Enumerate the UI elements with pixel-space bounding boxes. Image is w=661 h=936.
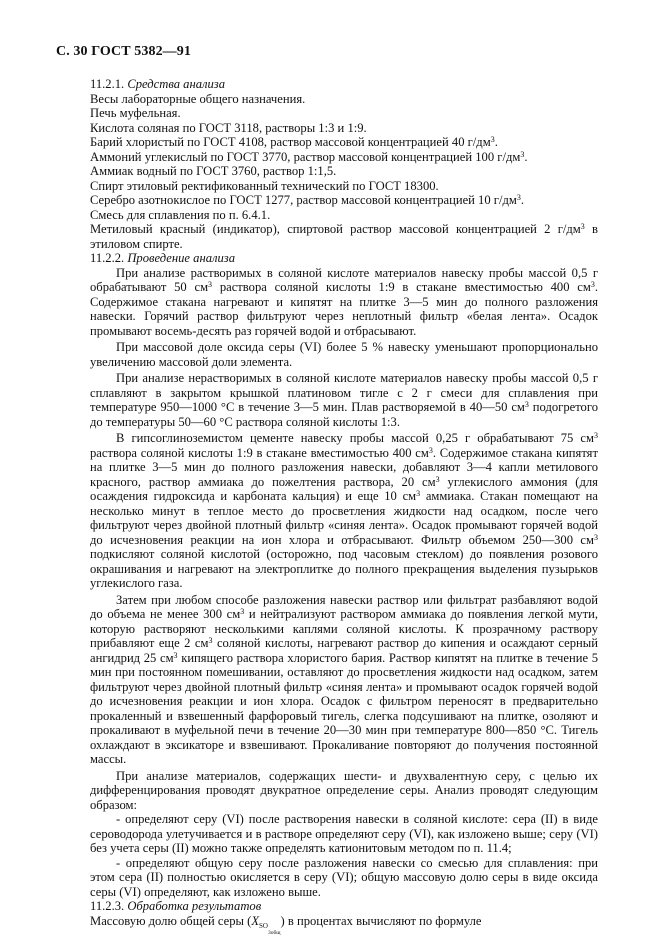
list-item: - определяют общую серу после разложения навески со смесью для сплавления: при этом сера (II) полностью окисляется в серу (VI); общую массовую долю серы в виде оксида серы (VI) определяют, как изложено выше. (90, 855, 598, 899)
list-item: Весы лабораторные общего назначения. (90, 91, 306, 106)
paragraph: Затем при любом способе разложения навески раствор или фильтрат разбавляют водой до объема не менее 300 $см^3$ и нейтрализуют раствором аммиака до появления легкой мути, которую растворяют несколькими каплями соляной кислоты. К прозрачному раствору прибавляют еще 2 $см^3$ соляной кислоты, нагревают раствор до кипения и осаждают серный ангидрид 25 $см^3$ кипящего раствора хлористого бария. Раствор кипятят на плитке в течение 5 мин при постоянном помешивании, оставляют до просветления жидкости над осадком, затем фильтруют через двойной плотный фильтр «синяя лента» и промывают осадок горячей водой до исчезновения реакции и ион хлора. Осадок с фильтром переносят в предварительно прокаленный и взвешенный фарфоровый тигель, слегка подсушивают на плитке, озоляют и прокаливают в муфельной печи в течение 20—30 мин при температуре 800—850 °С. Тигель охлаждают в эксикаторе и взвешивают. Прокаливание повторяют до получения постоянной массы. (90, 592, 598, 766)
list-item: Барий хлористый по ГОСТ 4108, раствор массовой концентрацией 40 $г/дм^3$. (90, 135, 498, 149)
page-header: С. 30 ГОСТ 5382—91 (56, 44, 191, 59)
formula-subscript: SO3общ (259, 921, 281, 936)
formula-intro: Массовую долю общей серы $(X_{SO_{3общ}})$ в процентах вычисляют по формуле (90, 913, 482, 936)
section-heading-11-2-1: 11.2.1. Средства анализа (90, 77, 226, 91)
list-item: Кислота соляная по ГОСТ 3118, растворы 1:3 и 1:9. (90, 120, 367, 135)
list-item: Серебро азотнокислое по ГОСТ 1277, раствор массовой концентрацией 10 $г/дм^3$. (90, 193, 524, 207)
paragraph: При анализе материалов, содержащих шести- и двухвалентную серу, с целью их дифференцирования проводят двукратное определение серы. Анализ проводят следующим образом: (90, 768, 598, 812)
list-item: - определяют серу (VI) после растворения навески в соляной кислоте: сера (II) в виде сероводорода улетучивается и в растворе определяют серу (VI), как изложено выше; серу (VI) без учета серы (II) можно также определять катионитовым методом по п. 11.4; (90, 812, 598, 855)
list-item: Спирт этиловый ректификованный технический по ГОСТ 18300. (90, 178, 439, 193)
list-item: Аммиак водный по ГОСТ 3760, раствор 1:1,5. (90, 164, 337, 178)
list-item: Печь муфельная. (90, 106, 181, 120)
list-item: Смесь для сплавления по п. 6.4.1. (90, 207, 271, 222)
list-item: Аммоний углекислый по ГОСТ 3770, раствор массовой концентрацией 100 $г/дм^3$. (90, 149, 528, 164)
list-item: Метиловый красный (индикатор), спиртовой раствор массовой концентрацией 2 $г/дм^3$ в этиловом спирте. (90, 222, 598, 251)
paragraph: В гипсоглиноземистом цементе навеску пробы массой 0,25 г обрабатывают 75 $см^3$ раствора соляной кислоты 1:9 в стакане вместимостью 400 $см^3$. Содержимое стакана кипятят на плитке 3—5 мин до полного разложения навески, добавляют 3—4 капли метилового красного, раствор аммиака до пожелтения раствора, 20 $см^3$ углекислого аммония (для осаждения гидроксида и карбоната кальция) и еще 10 $см^3$ аммиака. Стакан помещают на несколько минут в теплое место до просветления жидкости над осадком, после чего фильтруют через двойной плотный фильтр «синяя лента». Осадок промывают горячей водой до исчезновения реакции на ион хлора и отбрасывают. Фильтр объемом 250—300 $см^3$ подкисляют соляной кислотой (осторожно, под часовым стеклом) до появления розового окрашивания и нагревают на электроплитке до полного прекращения выделения пузырьков углекислого газа. (90, 431, 598, 590)
paragraph: При массовой доле оксида серы (VI) более 5 % навеску уменьшают пропорционально увеличению массовой доли элемента. (90, 340, 598, 369)
document-body (90, 77, 598, 936)
section-heading-11-2-3: 11.2.3. Обработка результатов (90, 899, 262, 913)
paragraph: При анализе нерастворимых в соляной кислоте материалов навеску пробы массой 0,5 г сплавляют в закрытом крышкой платиновом тигле с 2 г смеси для сплавления при температуре 950—1000 °С в течение 3—5 мин. Плав растворяемой в 40—50 $см^3$ подогретого до температуры 50—60 °С раствора соляной кислоты 1:3. (90, 371, 598, 429)
section-heading-11-2-2: 11.2.2. Проведение анализа (90, 251, 235, 265)
paragraph: При анализе растворимых в соляной кислоте материалов навеску пробы массой 0,5 г обрабатывают 50 $см^3$ раствора соляной кислоты 1:9 в стакане вместимостью 400 $см^3$. Содержимое стакана нагревают и кипятят на плитке 3—5 мин до полного разложения навески. Горячий раствор фильтруют через неплотный фильтр «белая лента». Осадок промывают восемь-десять раз горячей водой и отбрасывают. (90, 265, 598, 338)
